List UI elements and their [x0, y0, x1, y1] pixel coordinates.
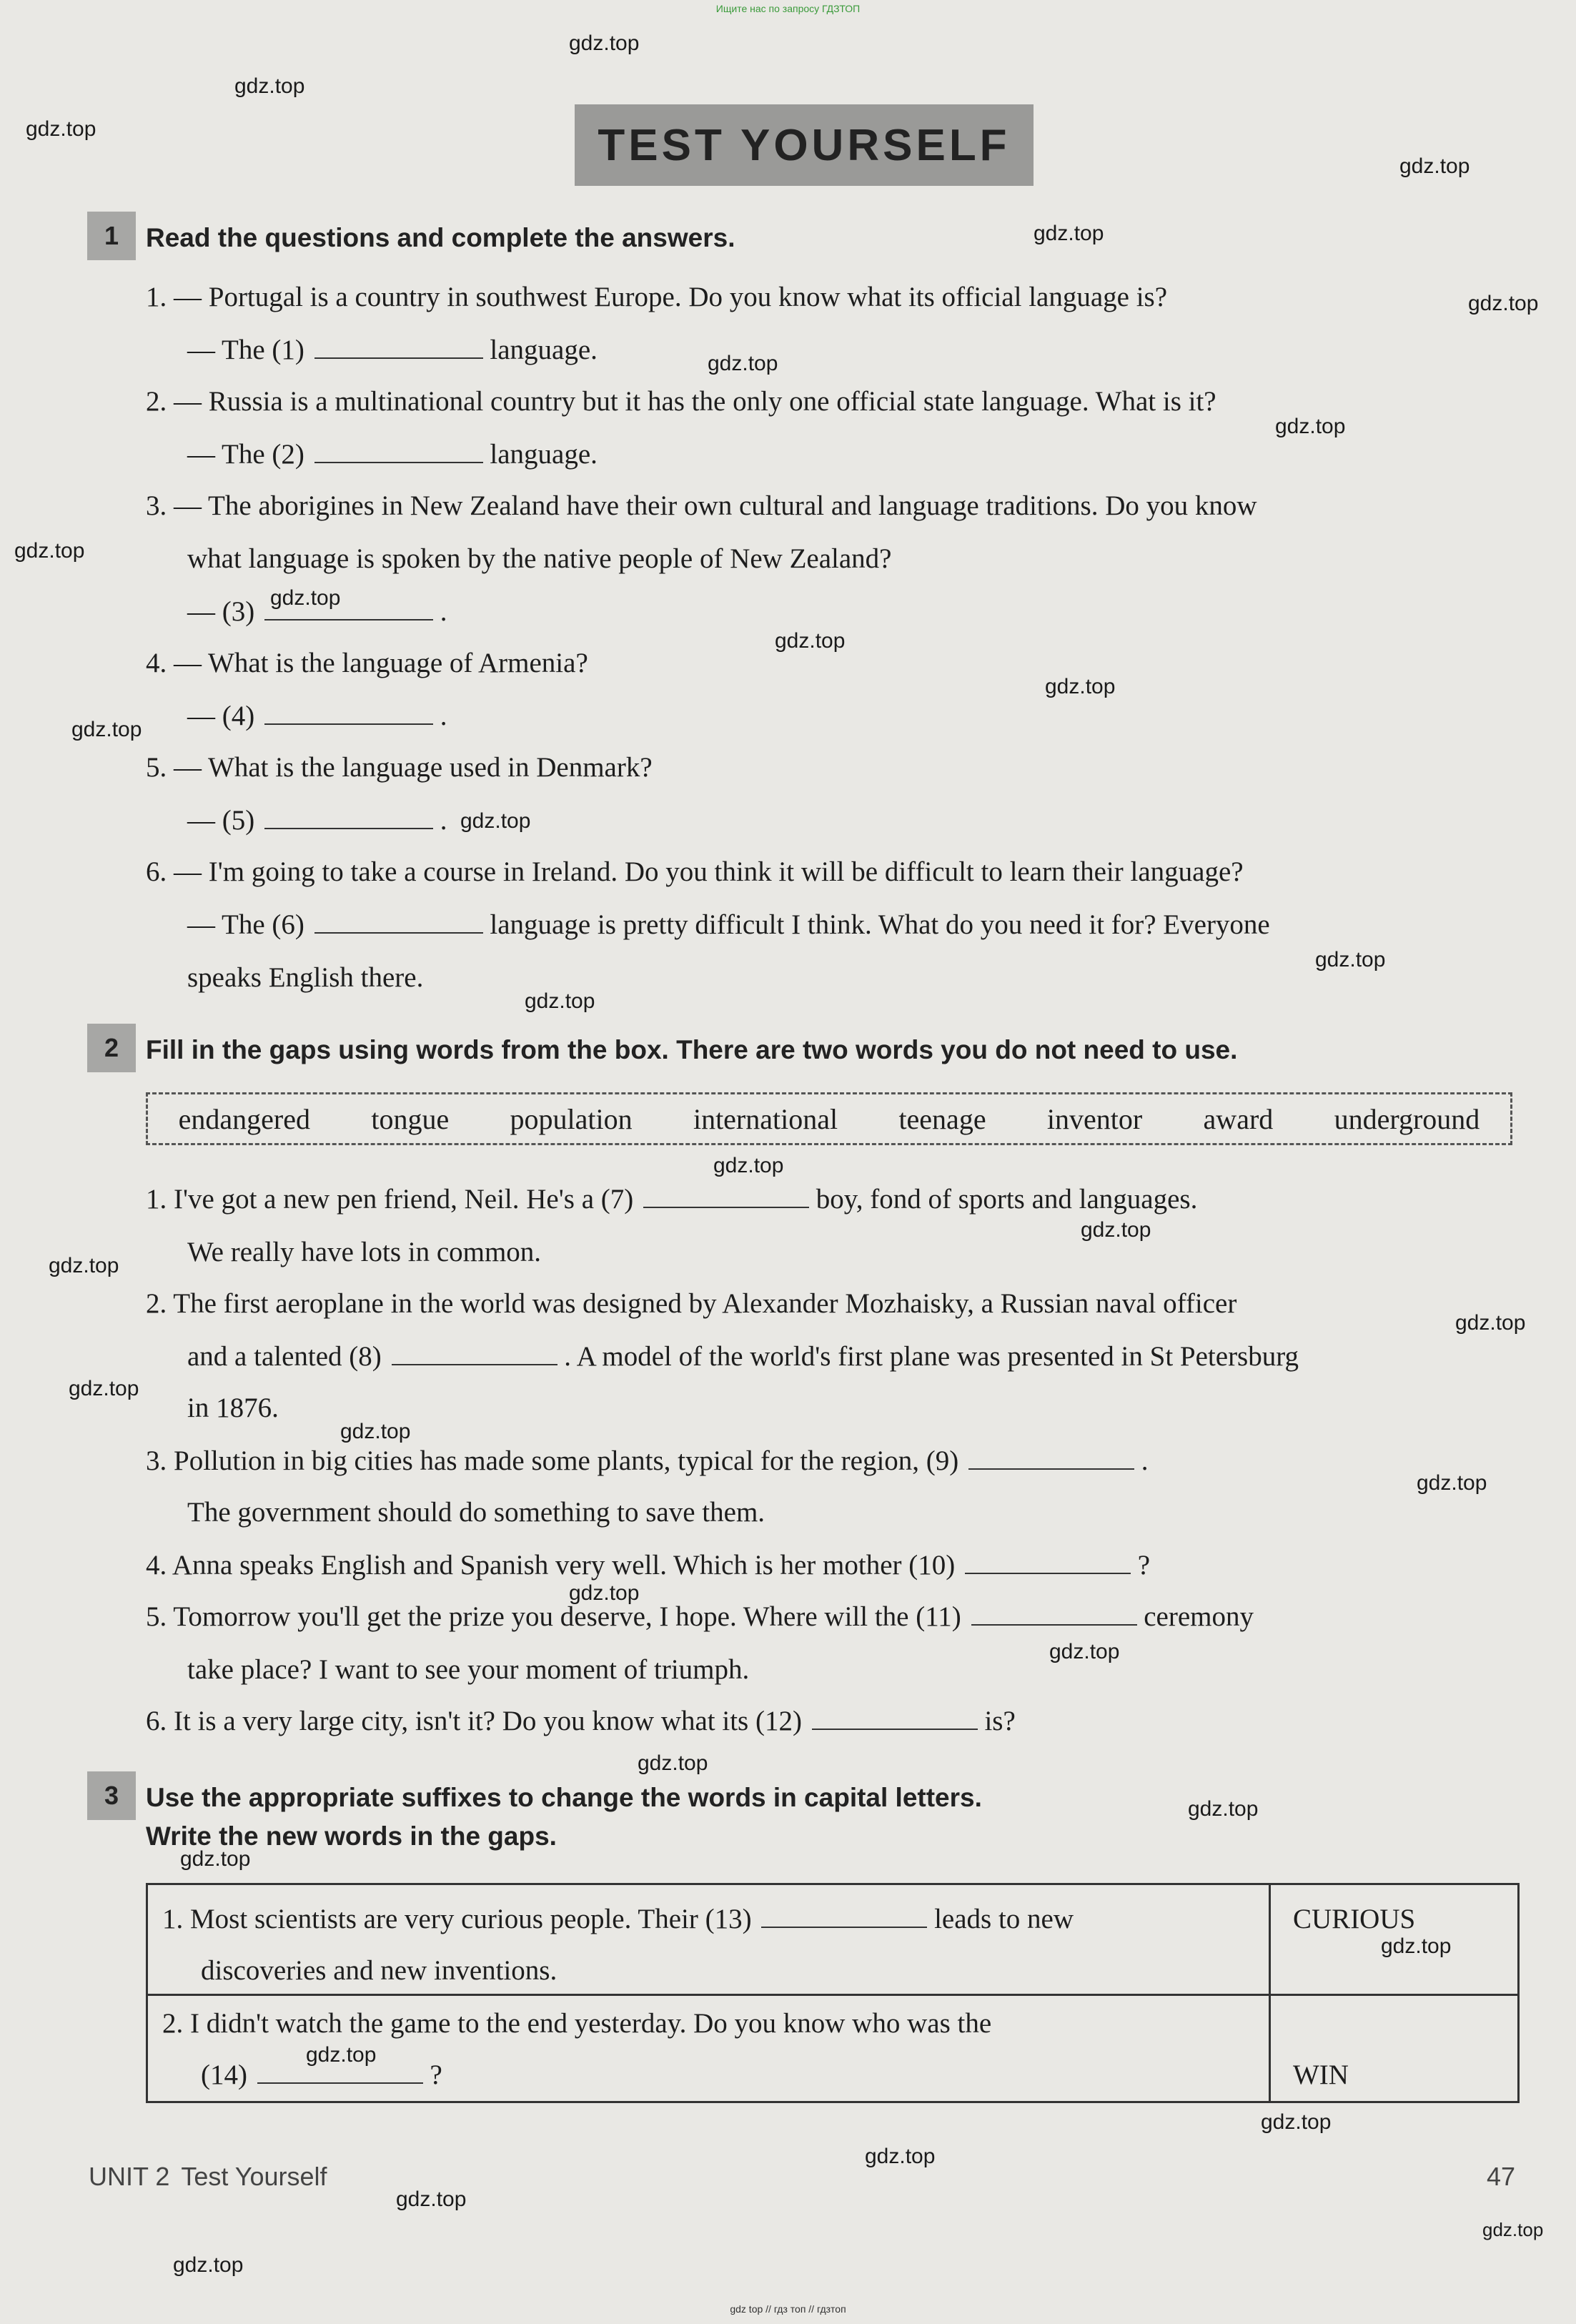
watermark: gdz.top: [1482, 2219, 1544, 2240]
s2-item4-suffix: ?: [1137, 1550, 1151, 1581]
s1-q2: 2. — Russia is a multinational country but it has the only one official state language. What is it?: [146, 386, 1216, 417]
section-1-number: 1: [87, 212, 136, 260]
watermark: gdz.top: [340, 1420, 411, 1443]
s1-a6-line2: speaks English there.: [187, 962, 424, 993]
gap-2[interactable]: [314, 440, 483, 463]
gap-5[interactable]: [264, 806, 433, 829]
s2-item2-prefix: and a talented (8): [187, 1341, 382, 1372]
watermark: gdz.top: [270, 586, 341, 610]
s1-a6: [187, 909, 1270, 941]
s2-item3-suffix: .: [1141, 1445, 1149, 1476]
s1-q3-line2: what language is spoken by the native people of New Zealand?: [187, 543, 892, 574]
watermark: gdz.top: [460, 809, 531, 833]
section-2-header: [87, 1024, 1237, 1072]
watermark: gdz.top: [775, 629, 846, 653]
gap-9[interactable]: [968, 1447, 1134, 1470]
s2-item5-line2: take place? I want to see your moment of triumph.: [187, 1654, 750, 1685]
s1-a4: [187, 701, 447, 732]
page-number: 47: [1487, 2162, 1516, 2191]
box-word: inventor: [1046, 1102, 1143, 1135]
s2-item3: [146, 1445, 1149, 1477]
s2-item6: [146, 1706, 1016, 1737]
watermark: gdz.top: [1261, 2110, 1332, 2134]
section-3-instruction: [146, 1771, 982, 1856]
s1-a3-prefix: — (3): [187, 596, 255, 627]
watermark: gdz.top: [1034, 222, 1104, 245]
table-column-divider: [1269, 1885, 1271, 2101]
s1-q5: 5. — What is the language used in Denmark?: [146, 752, 653, 783]
table-row-2-word: WIN: [1293, 2060, 1349, 2090]
s1-a6-suffix: language is pretty difficult I think. What do you need it for? Everyone: [490, 909, 1270, 940]
top-note: Ищите нас по запросу ГДЗТОП: [715, 3, 861, 14]
s1-a4-prefix: — (4): [187, 701, 255, 731]
watermark: gdz.top: [569, 31, 640, 55]
box-word: endangered: [178, 1102, 310, 1135]
word-box: [146, 1092, 1512, 1145]
s2-item5: [146, 1601, 1254, 1633]
table-row-1-prefix: 1. Most scientists are very curious people. Their (13): [162, 1904, 752, 1934]
s1-a6-prefix: — The (6): [187, 909, 304, 940]
s1-a4-suffix: .: [440, 701, 447, 731]
s1-a5-prefix: — (5): [187, 805, 255, 836]
s1-q6: 6. — I'm going to take a course in Ireland. Do you think it will be difficult to learn their language?: [146, 856, 1244, 887]
section-3-instruction-line2: Write the new words in the gaps.: [146, 1821, 557, 1851]
s2-item1-suffix: boy, fond of sports and languages.: [816, 1184, 1198, 1215]
section-1-instruction: Read the questions and complete the answers.: [146, 223, 735, 252]
section-3-number: 3: [87, 1771, 136, 1820]
s1-a2: [187, 439, 598, 470]
s1-a1: [187, 335, 598, 366]
box-word: international: [693, 1102, 838, 1135]
watermark: gdz.top: [1381, 1934, 1452, 1958]
gap-11[interactable]: [971, 1603, 1137, 1626]
suffix-table: [146, 1883, 1520, 2103]
s2-item2: 2. The first aeroplane in the world was designed by Alexander Mozhaisky, a Russian naval officer: [146, 1288, 1237, 1319]
s2-item4: [146, 1550, 1150, 1581]
watermark: gdz.top: [569, 1581, 640, 1605]
box-word: award: [1203, 1102, 1274, 1135]
s1-a5-suffix: .: [440, 805, 447, 836]
watermark: gdz.top: [173, 2253, 244, 2277]
table-row-1-suffix: leads to new: [934, 1904, 1074, 1934]
table-row-2-line1: 2. I didn't watch the game to the end yesterday. Do you know who was the: [162, 2008, 992, 2039]
box-word: tongue: [371, 1102, 450, 1135]
watermark: gdz.top: [306, 2043, 377, 2067]
watermark: gdz.top: [525, 989, 595, 1013]
watermark: gdz.top: [708, 352, 778, 375]
watermark: gdz.top: [713, 1154, 784, 1177]
watermark: gdz.top: [1315, 948, 1386, 971]
s2-item5-prefix: 5. Tomorrow you'll get the prize you deserve, I hope. Where will the (11): [146, 1601, 961, 1632]
s2-item6-prefix: 6. It is a very large city, isn't it? Do you know what its (12): [146, 1706, 802, 1736]
watermark: gdz.top: [26, 117, 96, 141]
page-title-banner: [575, 104, 1034, 186]
s1-a3-suffix: .: [440, 596, 447, 627]
footer-section: Test Yourself: [181, 2162, 327, 2191]
gap-1[interactable]: [314, 336, 483, 359]
watermark: gdz.top: [14, 539, 85, 563]
section-2-number: 2: [87, 1024, 136, 1072]
gap-10[interactable]: [965, 1551, 1131, 1574]
s2-item1-line2: We really have lots in common.: [187, 1237, 542, 1267]
s2-item3-line2: The government should do something to save them.: [187, 1497, 765, 1528]
watermark: gdz.top: [1399, 154, 1470, 178]
box-word: underground: [1334, 1102, 1480, 1135]
section-3-instruction-line1: Use the appropriate suffixes to change the words in capital letters.: [146, 1783, 982, 1812]
watermark: gdz.top: [1045, 675, 1116, 698]
s2-item4-prefix: 4. Anna speaks English and Spanish very well. Which is her mother (10): [146, 1550, 956, 1581]
s1-q1: 1. — Portugal is a country in southwest Europe. Do you know what its official language is?: [146, 282, 1168, 312]
watermark: gdz.top: [234, 74, 305, 98]
gap-7[interactable]: [643, 1185, 809, 1208]
table-row-1-line2: discoveries and new inventions.: [201, 1955, 557, 1986]
table-row-divider: [148, 1994, 1517, 1996]
watermark: gdz.top: [1275, 415, 1346, 438]
s2-item2-suffix: . A model of the world's first plane was presented in St Petersburg: [564, 1341, 1299, 1372]
section-1-header: [87, 212, 735, 260]
section-3-header: [87, 1771, 982, 1856]
gap-4[interactable]: [264, 702, 433, 725]
s1-a2-prefix: — The (2): [187, 439, 304, 470]
s1-a1-suffix: language.: [490, 335, 598, 365]
s1-q4: 4. — What is the language of Armenia?: [146, 648, 588, 678]
s1-q3-line1: 3. — The aborigines in New Zealand have their own cultural and language traditions. Do you know: [146, 490, 1257, 521]
watermark: gdz.top: [865, 2145, 936, 2168]
s2-item1: [146, 1184, 1197, 1215]
table-row-2-prefix: (14): [201, 2060, 247, 2090]
gap-13[interactable]: [761, 1905, 927, 1928]
s1-a1-prefix: — The (1): [187, 335, 304, 365]
watermark: gdz.top: [1049, 1640, 1120, 1663]
watermark: gdz.top: [396, 2187, 467, 2211]
watermark: gdz.top: [1188, 1797, 1259, 1821]
table-row-1-line1: [162, 1904, 1074, 1935]
table-row-2-suffix: ?: [430, 2060, 442, 2090]
watermark: gdz.top: [638, 1751, 708, 1775]
watermark: gdz.top: [1468, 292, 1539, 315]
watermark: gdz.top: [1417, 1471, 1487, 1495]
watermark: gdz.top: [1455, 1311, 1526, 1335]
watermark: gdz.top: [1081, 1218, 1151, 1242]
s1-a2-suffix: language.: [490, 439, 598, 470]
bottom-note: gdz top // гдз топ // гдзтоп: [730, 2303, 846, 2315]
gap-12[interactable]: [812, 1707, 978, 1730]
s1-a5: [187, 805, 447, 836]
s2-item2-line2: [187, 1341, 1299, 1373]
gap-8[interactable]: [392, 1343, 557, 1365]
s2-item6-suffix: is?: [984, 1706, 1016, 1736]
s2-item5-suffix: ceremony: [1144, 1601, 1254, 1632]
s2-item1-prefix: 1. I've got a new pen friend, Neil. He's a (7): [146, 1184, 634, 1215]
box-word: teenage: [898, 1102, 986, 1135]
table-row-1-word: CURIOUS: [1293, 1904, 1416, 1934]
box-word: population: [510, 1102, 633, 1135]
gap-6[interactable]: [314, 911, 483, 934]
watermark: gdz.top: [71, 718, 142, 741]
watermark: gdz.top: [49, 1254, 119, 1277]
page-title: TEST YOURSELF: [598, 120, 1011, 170]
s2-item2-line3: in 1876.: [187, 1393, 279, 1423]
footer-unit: UNIT 2: [89, 2162, 170, 2191]
page-footer: [89, 2162, 327, 2192]
watermark: gdz.top: [180, 1847, 251, 1871]
s2-item3-prefix: 3. Pollution in big cities has made some plants, typical for the region, (9): [146, 1445, 959, 1476]
section-2-instruction: Fill in the gaps using words from the box. There are two words you do not need to use.: [146, 1035, 1238, 1064]
watermark: gdz.top: [69, 1377, 139, 1400]
